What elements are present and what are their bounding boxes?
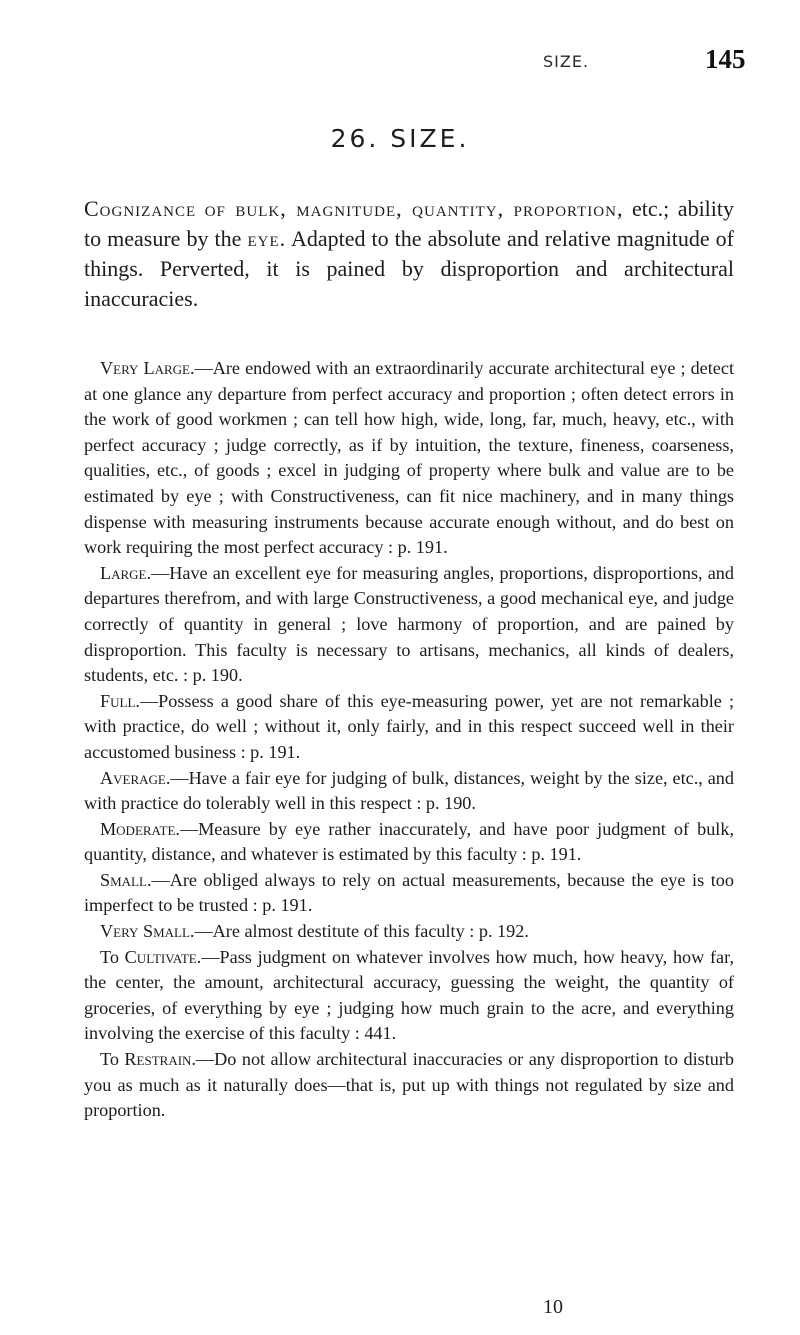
entry-text: —Pass judgment on whatever involves how much, how heavy, how far, the center, the amount, architectural accuracy, guessing the weight, the quantity of groceries, of everything by eye ; judging how much grain to the acre, and everything involving the exercise of this faculty : 441. bbox=[84, 946, 734, 1044]
definition-text-2: Adapted to the absolute and relative magnitude of things. Perverted, it is pained by disproportion and architectural inaccuracies. bbox=[84, 226, 734, 311]
entry-moderate bbox=[84, 817, 734, 868]
entry-prefix: To bbox=[100, 946, 125, 967]
entry-term: Average. bbox=[100, 767, 171, 788]
entry-prefix: To bbox=[100, 1049, 125, 1070]
entry-text: —Do not allow architectural inaccuracies or any disproportion to disturb you as much as it naturally does—that is, put up with things not regulated by size and proportion. bbox=[84, 1049, 735, 1121]
entry-term: Cultivate. bbox=[124, 946, 202, 967]
definition-text-1: etc.; ability to measure by the bbox=[84, 196, 735, 251]
entry-term: Full. bbox=[100, 690, 140, 711]
page-number: 145 bbox=[705, 44, 746, 74]
entry-term: Very Large. bbox=[100, 358, 195, 378]
entry-small bbox=[84, 868, 734, 919]
entries-list bbox=[84, 356, 734, 1124]
definition-small-caps: of bulk, magnitude, quantity, proportion, bbox=[204, 196, 624, 221]
faculty-definition bbox=[84, 194, 734, 314]
entry-restrain bbox=[84, 1047, 734, 1124]
entry-text: —Possess a good share of this eye-measuring power, yet are not remarkable ; with practice, do well ; without it, only fairly, and in this respect succeed well in their accustomed business : p. 191. bbox=[84, 690, 734, 762]
entry-very-small bbox=[84, 919, 734, 945]
entry-text: —Have a fair eye for judging of bulk, distances, weight by the size, etc., and with practice do tolerably well in this respect : p. 190. bbox=[84, 767, 734, 814]
entry-cultivate bbox=[84, 945, 734, 1047]
running-head: SIZE. bbox=[543, 52, 590, 71]
entry-text: —Are almost destitute of this faculty : p. 192. bbox=[194, 921, 529, 942]
entry-average bbox=[84, 766, 734, 817]
entry-large bbox=[84, 561, 734, 689]
entry-full bbox=[84, 689, 734, 766]
entry-term: Large. bbox=[100, 562, 152, 583]
definition-lead: Cognizance bbox=[84, 196, 197, 221]
entry-text: —Are obliged always to rely on actual measurements, because the eye is too imperfect to be trusted : p. 191. bbox=[84, 869, 734, 916]
entry-very-large bbox=[84, 356, 734, 561]
entry-text: —Are endowed with an extraordinarily accurate architectural eye ; detect at one glance any departure from perfect accuracy and proportion ; often detect errors in the work of good workmen ; can tell how high, wide, long, far, much, heavy, etc., with perfect accuracy ; judge correctly, as if by intuition, the texture, fineness, coarseness, qualities, etc., of goods ; excel in judging of property where bulk and value are to be estimated by eye ; with Constructiveness, can fit nice machinery, and in many things dispense with measuring instruments because accurate enough without, and do best on work requiring the most perfect accuracy : p. 191. bbox=[84, 358, 735, 558]
entry-term: Restrain. bbox=[124, 1049, 196, 1070]
entry-text: —Have an excellent eye for measuring angles, proportions, disproportions, and departures therefrom, and with large Constructiveness, a good mechanical eye, and judge correctly of quantity in general ; love harmony of proportion, and are pained by disproportion. This faculty is necessary to artisans, mechanics, all kinds of dealers, students, etc. : p. 190. bbox=[84, 562, 734, 686]
signature-mark: 10 bbox=[543, 1296, 563, 1318]
section-title: 26. SIZE. bbox=[330, 124, 470, 153]
entry-term: Moderate. bbox=[100, 818, 180, 839]
entry-term: Very Small. bbox=[100, 921, 195, 942]
entry-term: Small. bbox=[100, 869, 152, 890]
definition-eye-word: eye. bbox=[247, 226, 287, 251]
entry-text: —Measure by eye rather inaccurately, and have poor judgment of bulk, quantity, distance, and whatever is estimated by this faculty : p. 191. bbox=[84, 818, 734, 865]
